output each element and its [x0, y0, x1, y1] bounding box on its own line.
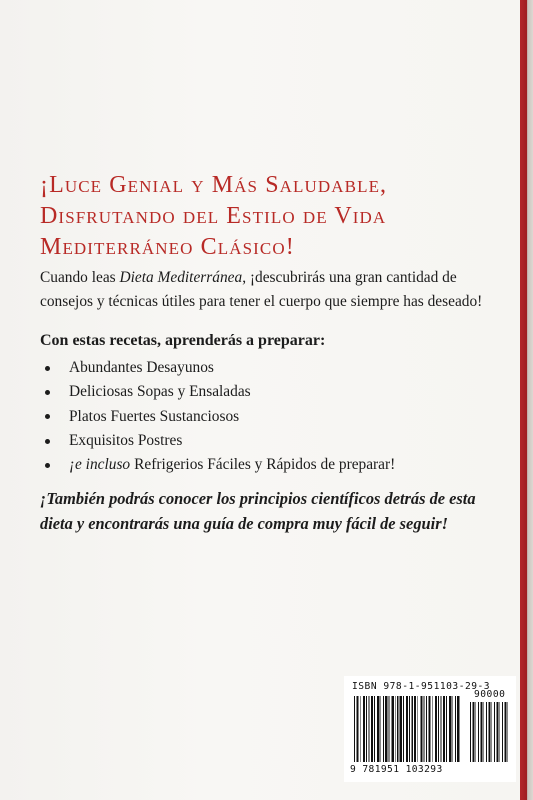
list-item	[40, 453, 510, 477]
list-item-prefix: ¡e incluso	[69, 456, 131, 474]
price-code: 90000	[474, 689, 506, 700]
book-title: Dieta Mediterránea	[119, 269, 243, 286]
list-item-label: Exquisitos Postres	[69, 432, 183, 450]
ean-digits: 9 781951 103293	[350, 764, 443, 775]
closing-paragraph: ¡También podrás conocer los principios científicos detrás de esta dieta y encontrarás una guía de compra muy fácil de seguir!	[40, 489, 476, 533]
list-item-label: Deliciosas Sopas y Ensaladas	[69, 383, 251, 401]
bullet-icon	[45, 366, 50, 371]
list-item-label: Abundantes Desayunos	[69, 359, 214, 377]
recipe-list	[40, 356, 510, 477]
headline-line-2: Disfrutando del Estilo de Vida	[40, 203, 387, 229]
list-item	[40, 356, 510, 380]
bullet-icon	[45, 439, 50, 444]
list-item	[40, 380, 510, 404]
intro-paragraph	[40, 266, 500, 314]
recipes-heading: Con estas recetas, aprenderás a preparar:	[40, 332, 326, 349]
list-item	[40, 429, 510, 453]
headline-line-1: ¡Luce Genial y Más Saludable,	[40, 172, 388, 198]
intro-text-after: , ¡descubrirás una gran cantidad de consejos y técnicas útiles para tener el cuerpo que siempre has deseado!	[40, 269, 483, 310]
list-item-label: Refrigerios Fáciles y Rápidos de preparar!	[134, 456, 396, 474]
isbn-barcode	[344, 676, 516, 782]
price-addon-bars	[470, 702, 510, 762]
bullet-icon	[45, 390, 50, 395]
headline	[40, 170, 500, 263]
intro-text-before: Cuando leas	[40, 269, 120, 286]
list-item	[40, 405, 510, 429]
barcode-bars	[354, 696, 460, 762]
spine-edge	[520, 0, 533, 800]
list-item-label: Platos Fuertes Sustanciosos	[69, 407, 240, 425]
headline-line-3: Mediterráneo Clásico!	[40, 234, 295, 260]
bullet-icon	[45, 463, 50, 468]
isbn-label: ISBN 978-1-951103-29-3	[352, 681, 491, 692]
bullet-icon	[45, 414, 50, 419]
